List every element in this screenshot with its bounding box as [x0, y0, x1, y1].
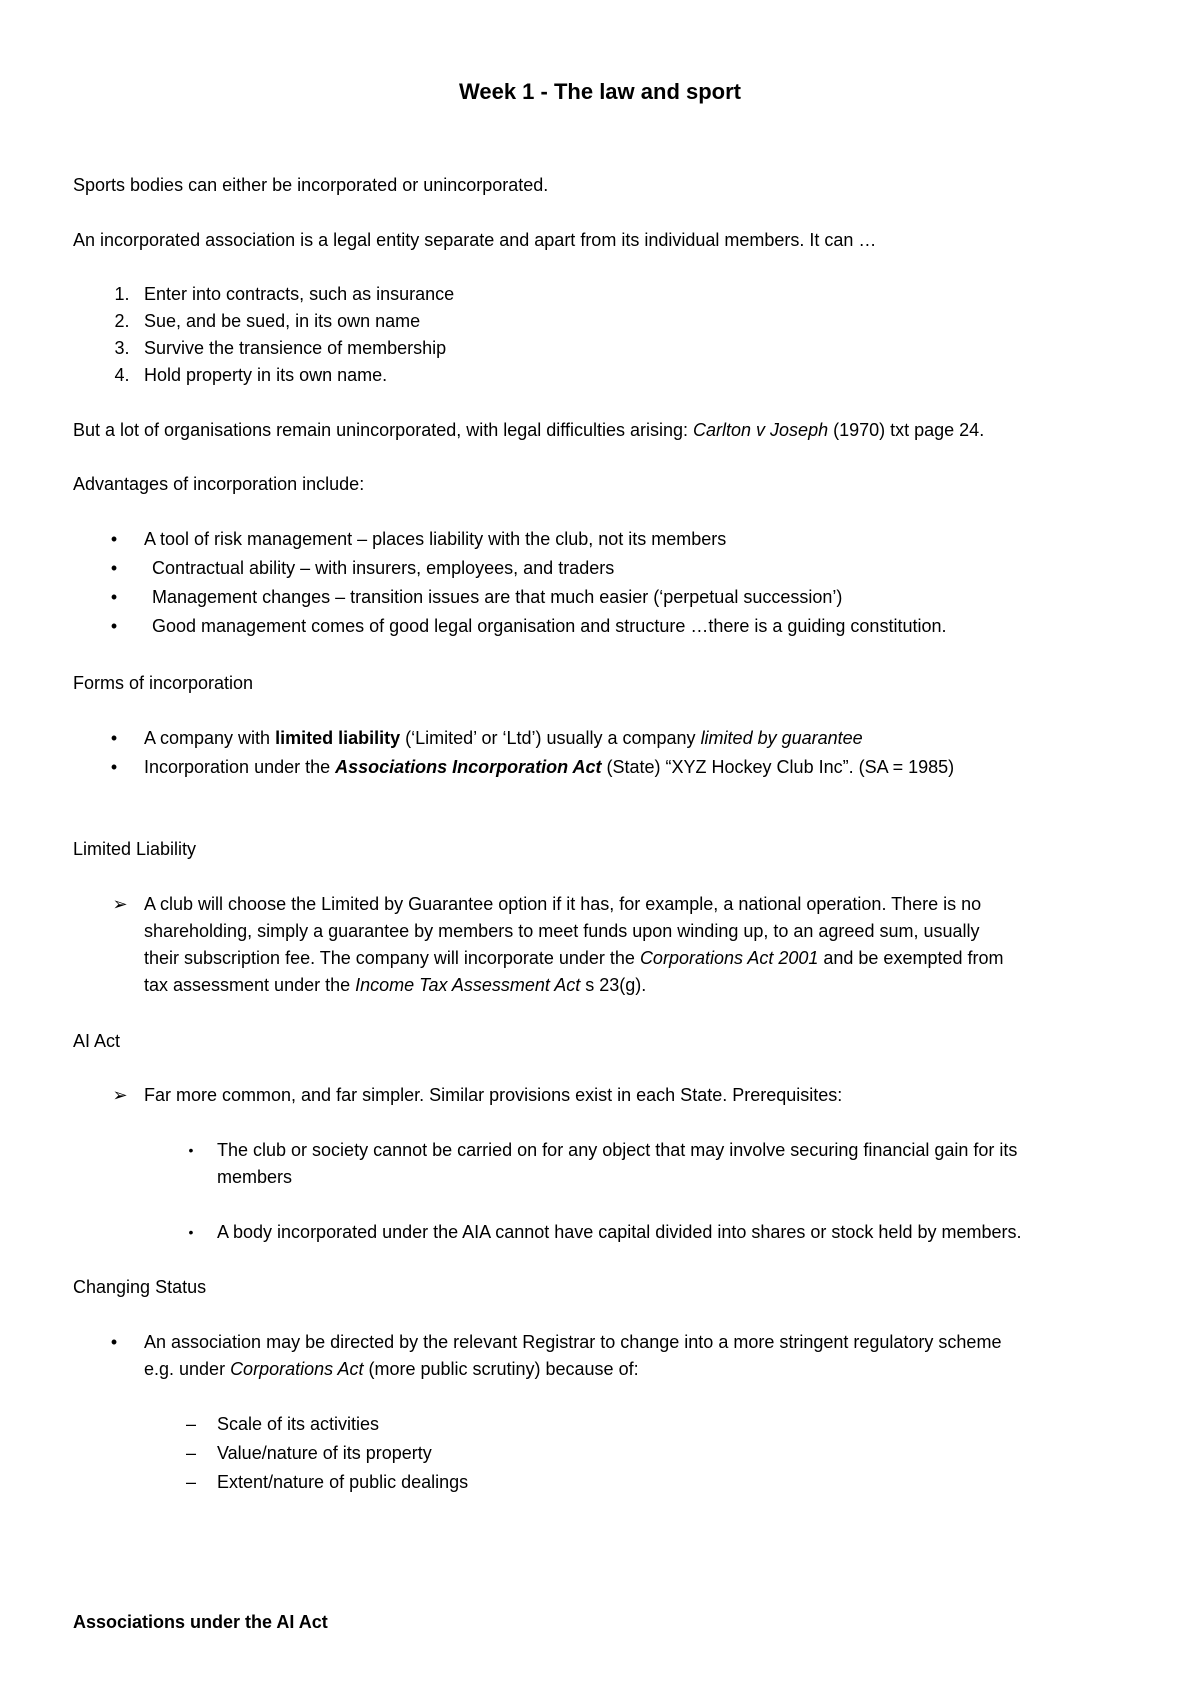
text-run: (‘Limited’ or ‘Ltd’) usually a company [400, 728, 701, 748]
bullet-icon: • [110, 728, 118, 748]
list-item: Hold property in its own name. [144, 365, 388, 385]
paragraph-sports-bodies: Sports bodies can either be incorporated or unincorporated. [73, 175, 549, 195]
list-item: Enter into contracts, such as insurance [144, 284, 455, 304]
list-item: Survive the transience of membership [144, 338, 447, 358]
sub-list-item: The club or society cannot be carried on for any object that may involve securing financial gain for its [217, 1140, 1018, 1160]
dash-icon: – [185, 1443, 196, 1463]
paragraph-line: Far more common, and far simpler. Similar provisions exist in each State. Prerequisites: [144, 1085, 843, 1105]
heading-advantages: Advantages of incorporation include: [73, 474, 365, 494]
list-item: Sue, and be sued, in its own name [144, 311, 421, 331]
act-name: Corporations Act [230, 1359, 364, 1379]
bullet-icon: • [110, 587, 118, 607]
bullet-icon: • [110, 757, 118, 777]
heading-changing-status: Changing Status [73, 1277, 207, 1297]
text-run: and be exempted from [818, 948, 1004, 968]
text-run: (State) “XYZ Hockey Club Inc”. (SA = 1985) [601, 757, 955, 777]
list-item: Contractual ability – with insurers, employees, and traders [152, 558, 615, 578]
small-bullet-icon: • [188, 1142, 194, 1158]
arrow-bullet-icon: ➢ [112, 1085, 128, 1105]
text-run: (more public scrutiny) because of: [363, 1359, 639, 1379]
arrow-bullet-icon: ➢ [112, 894, 128, 914]
act-name: Income Tax Assessment Act [355, 975, 581, 995]
text-run: (1970) txt page 24. [828, 420, 985, 440]
sub-list-item-continued: members [217, 1167, 293, 1187]
paragraph-line: A club will choose the Limited by Guarantee option if it has, for example, a national operation. There is no [144, 894, 982, 914]
bullet-icon: • [110, 529, 118, 549]
dash-icon: – [185, 1472, 196, 1492]
list-number: 1. [114, 284, 130, 304]
heading-associations-under-ai-act: Associations under the AI Act [73, 1612, 328, 1632]
sub-list-item: Extent/nature of public dealings [217, 1472, 469, 1492]
paragraph-unincorporated [73, 418, 984, 442]
list-number: 3. [114, 338, 130, 358]
bullet-icon: • [110, 616, 118, 636]
sub-list-item: A body incorporated under the AIA cannot have capital divided into shares or stock held by members. [217, 1222, 1022, 1242]
list-item: A tool of risk management – places liability with the club, not its members [144, 529, 727, 549]
list-item: Good management comes of good legal organisation and structure …there is a guiding constitution. [152, 616, 947, 636]
text-run: s 23(g). [580, 975, 647, 995]
paragraph-line: An association may be directed by the relevant Registrar to change into a more stringent regulatory scheme [144, 1332, 1002, 1352]
sub-list-item: Value/nature of its property [217, 1443, 432, 1463]
text-run: e.g. under [144, 1359, 231, 1379]
heading-limited-liability: Limited Liability [73, 839, 197, 859]
heading-forms-of-incorporation: Forms of incorporation [73, 673, 254, 693]
act-name: Associations Incorporation Act [335, 757, 602, 777]
case-citation: Carlton v Joseph [693, 420, 829, 440]
text-run: A company with [144, 728, 276, 748]
bullet-icon: • [110, 558, 118, 578]
act-name: Corporations Act 2001 [639, 948, 819, 968]
list-item [144, 755, 954, 779]
page-title: Week 1 - The law and sport [459, 79, 741, 104]
paragraph-line: shareholding, simply a guarantee by members to meet funds upon winding up, to an agreed sum, usually [144, 921, 980, 941]
paragraph-line [144, 946, 1003, 970]
list-item [144, 726, 863, 750]
bullet-icon: • [110, 1332, 118, 1352]
small-bullet-icon: • [188, 1224, 194, 1240]
sub-list-item: Scale of its activities [217, 1414, 380, 1434]
paragraph-line [144, 1357, 639, 1381]
heading-ai-act: AI Act [73, 1031, 121, 1051]
text-run: tax assessment under the [144, 975, 356, 995]
bold-term: limited liability [275, 728, 401, 748]
dash-icon: – [185, 1414, 196, 1434]
paragraph-incorporated-association: An incorporated association is a legal entity separate and apart from its individual members. It can … [73, 230, 877, 250]
text-run: Incorporation under the [144, 757, 336, 777]
text-run: But a lot of organisations remain unincorporated, with legal difficulties arising: [73, 420, 694, 440]
italic-term: limited by guarantee [700, 728, 863, 748]
list-item: Management changes – transition issues are that much easier (‘perpetual succession’) [152, 587, 843, 607]
list-number: 4. [114, 365, 130, 385]
paragraph-line [144, 973, 646, 997]
list-number: 2. [114, 311, 130, 331]
text-run: their subscription fee. The company will incorporate under the [144, 948, 640, 968]
